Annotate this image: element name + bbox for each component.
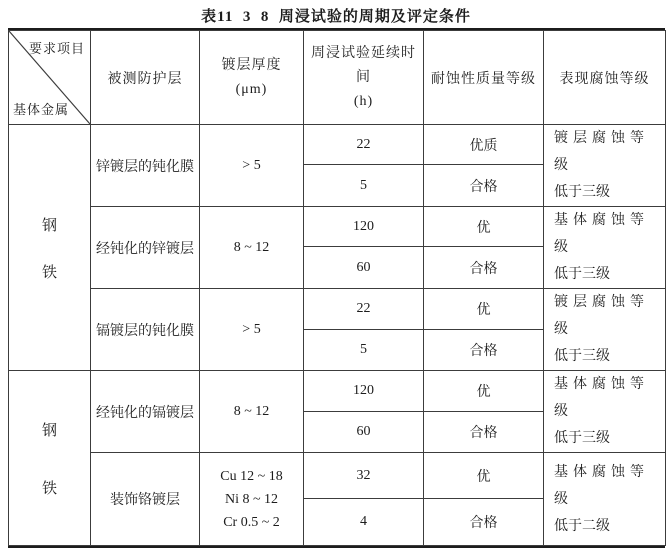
remark-line2: 低于三级 xyxy=(554,349,610,364)
remark-line1: 基体腐蚀等级 xyxy=(554,213,649,255)
header-thickness-line2: (μm) xyxy=(235,81,268,97)
hours-cell: 22 xyxy=(304,289,424,330)
hours-cell: 60 xyxy=(304,412,424,453)
grade-cell: 优 xyxy=(424,289,544,330)
corner-bottom-label: 基体金属 xyxy=(13,102,70,117)
remark-line1: 基体腐蚀等级 xyxy=(554,377,649,419)
grade-cell: 优 xyxy=(424,453,544,499)
table-row xyxy=(9,125,666,165)
remark-line2: 低于三级 xyxy=(554,431,610,446)
metal-cell-group2 xyxy=(9,371,91,546)
grade-cell: 合格 xyxy=(424,247,544,289)
hours-cell: 120 xyxy=(304,207,424,247)
grade-cell: 合格 xyxy=(424,499,544,546)
grade-cell: 合格 xyxy=(424,330,544,371)
immersion-test-table xyxy=(8,28,665,548)
remark-cell xyxy=(544,453,666,546)
remark-line2: 低于三级 xyxy=(554,185,610,200)
remark-cell xyxy=(544,125,666,207)
layer-cell: 经钝化的锌镀层 xyxy=(91,207,200,289)
header-protective-layer: 被测防护层 xyxy=(91,31,200,125)
thickness-cell: > 5 xyxy=(200,289,304,371)
grade-cell: 优 xyxy=(424,207,544,247)
remark-cell xyxy=(544,207,666,289)
thickness-line: Cu 12 ~ 18 xyxy=(220,468,283,484)
layer-cell: 装饰铬镀层 xyxy=(91,453,200,546)
remark-cell xyxy=(544,289,666,371)
table-row xyxy=(9,289,666,330)
header-duration-line2: (h) xyxy=(353,93,374,109)
header-duration-line1: 周浸试验延续时间 xyxy=(311,45,416,85)
hours-cell: 32 xyxy=(304,453,424,499)
layer-cell: 镉镀层的钝化膜 xyxy=(91,289,200,371)
corner-top-label: 要求项目 xyxy=(28,41,85,56)
header-thickness-line1: 镀层厚度 xyxy=(221,57,282,73)
metal-char: 铁 xyxy=(41,480,57,497)
corner-header-cell xyxy=(9,31,91,125)
grade-cell: 合格 xyxy=(424,165,544,207)
layer-cell: 经钝化的镉镀层 xyxy=(91,371,200,453)
hours-cell: 5 xyxy=(304,330,424,371)
hours-cell: 5 xyxy=(304,165,424,207)
thickness-cell: 8 ~ 12 xyxy=(200,371,304,453)
table-title: 表11 3 8 周浸试验的周期及评定条件 xyxy=(201,9,471,25)
remark-line2: 低于二级 xyxy=(554,518,610,534)
hours-cell: 4 xyxy=(304,499,424,546)
thickness-cell: 8 ~ 12 xyxy=(200,207,304,289)
metal-char: 铁 xyxy=(41,264,57,281)
thickness-cell xyxy=(200,453,304,546)
hours-cell: 60 xyxy=(304,247,424,289)
table-row xyxy=(9,371,666,412)
metal-cell-group1 xyxy=(9,125,91,371)
layer-cell: 锌镀层的钝化膜 xyxy=(91,125,200,207)
header-thickness xyxy=(200,31,304,125)
header-row xyxy=(9,31,666,125)
thickness-line: Cr 0.5 ~ 2 xyxy=(223,514,280,530)
remark-line1: 基体腐蚀等级 xyxy=(554,464,649,507)
remark-line1: 镀层腐蚀等级 xyxy=(554,131,649,173)
header-appearance-grade: 表现腐蚀等级 xyxy=(544,31,666,125)
table-row xyxy=(9,453,666,499)
grade-cell: 优 xyxy=(424,371,544,412)
grade-cell: 优质 xyxy=(424,125,544,165)
remark-line2: 低于三级 xyxy=(554,267,610,282)
table-row xyxy=(9,207,666,247)
hours-cell: 120 xyxy=(304,371,424,412)
metal-char: 钢 xyxy=(41,217,57,234)
metal-char: 钢 xyxy=(41,422,57,439)
remark-line1: 镀层腐蚀等级 xyxy=(554,295,649,337)
header-quality-grade: 耐蚀性质量等级 xyxy=(424,31,544,125)
data-table xyxy=(8,30,666,546)
header-duration xyxy=(304,31,424,125)
thickness-cell: > 5 xyxy=(200,125,304,207)
thickness-line: Ni 8 ~ 12 xyxy=(224,491,279,507)
grade-cell: 合格 xyxy=(424,412,544,453)
remark-cell xyxy=(544,371,666,453)
hours-cell: 22 xyxy=(304,125,424,165)
